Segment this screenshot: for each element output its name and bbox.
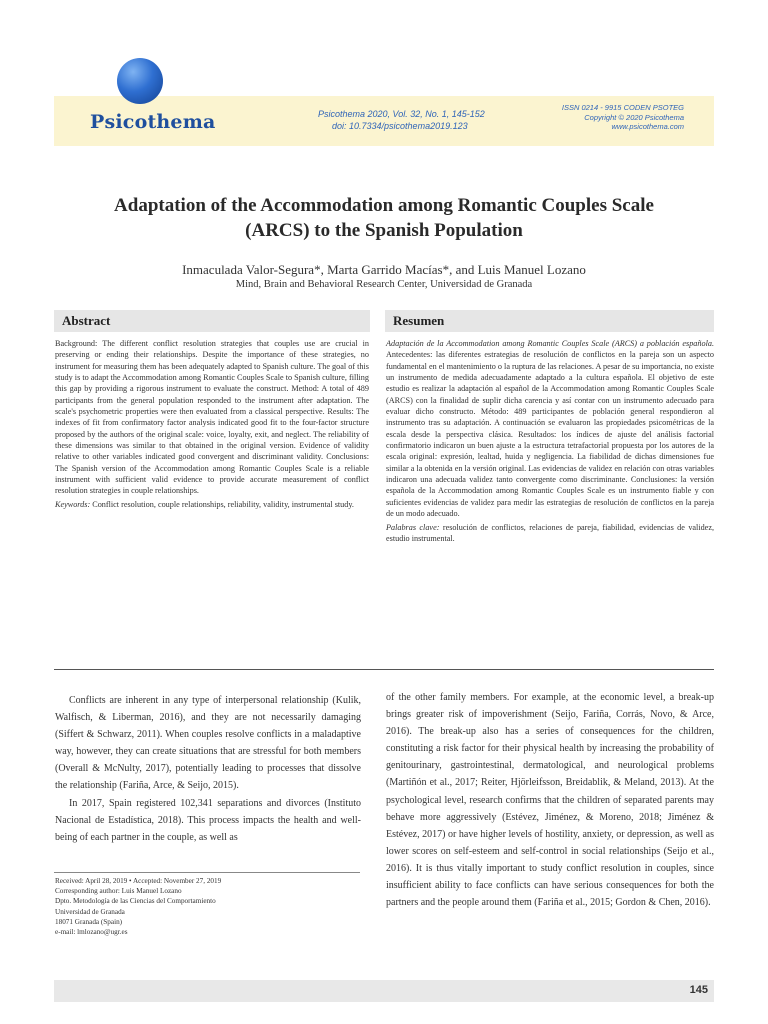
doi-line: doi: 10.7334/psicothema2019.123 (332, 121, 468, 131)
journal-logo-text: Psicothema (90, 111, 216, 133)
issn-line: ISSN 0214 - 9915 CODEN PSOTEG (561, 103, 684, 112)
footnote-block (55, 876, 361, 937)
university: Universidad de Granada (55, 907, 125, 916)
journal-citation (318, 108, 485, 132)
affiliation: Mind, Brain and Behavioral Research Center, Universidad de Granada (235, 279, 533, 290)
resumen-text-block (386, 338, 714, 520)
resumen-heading: Resumen (393, 313, 445, 328)
body-paragraph: of the other family members. For example, at the economic level, a break-up brings greater risk of impoverishment (Seijo, Fariña, Corrás, Novo, & Arce, 2016). The break-up also has a series of consequences for the children, constituting a risk factor for their physical health by increasing the probability of genitourinary, gastrointestinal, dermatological, and neurological problems (Martiñón et al., 2017; Reiter, Hjörleifsson, Breidablik, & Meland, 2013). At the psychological level, research confirms that the children of separated parents may behave more aggressively (Estévez, Jiménez, & Moreno, 2018; Jiménez & Estévez, 2017) or have higher levels of hostility, anxiety, or depression, as well as lower scores on self-esteem and self-control in social relationships (Seijo et al., 2016). It is thus vitally important to study conflict resolution in couples, since insufficient ability to face conflicts can have serious consequences for both the partners and the people around them (Fariña et al., 2015; Gordon & Chen, 2016). (386, 692, 714, 909)
city: 18071 Granada (Spain) (55, 917, 123, 926)
resumen-keywords (386, 522, 714, 545)
resumen-title-italic: Adaptación de la Accommodation among Romantic Couples Scale (ARCS) a población española. (386, 339, 714, 348)
abstract-body (55, 338, 369, 510)
author-list: Inmaculada Valor-Segura*, Marta Garrido Macías*, and Luis Manuel Lozano (182, 262, 586, 277)
journal-issn-block (562, 103, 684, 132)
keywords-text: Conflict resolution, couple relationships, reliability, validity, instrumental study. (92, 499, 354, 509)
abstract-heading-bar (54, 310, 370, 332)
palabras-clave-text: resolución de conflictos, relaciones de pareja, fiabilidad, evidencias de validez, estudio instrumental. (386, 522, 714, 543)
department: Dpto. Metodología de las Ciencias del Comportamiento (55, 897, 216, 906)
title-line-2: (ARCS) to the Spanish Population (245, 220, 523, 241)
footer-band (54, 980, 714, 1002)
abstract-text: Background: The different conflict resolution strategies that couples use are crucial in preserving or ending their relationships. Despite the importance of these strategies, no instrument for measuring them has been adequately adapted to Spanish culture. The goal of this study is to adapt the Accommodation among Romantic Couples Scale to Spanish culture, filling this gap by providing a rigorous instrument to evaluate the construct. Method: A total of 489 participants from the general population responded to the instrument after adaptation. The scale's psychometric properties were then evaluated from a classical perspective. Results: The indexes of fit from confirmatory factor analysis indicated good fit to the four-factor structure proposed by the authors of the original scale: voice, loyalty, exit, and neglect. The reliability of these dimensions was similar to that obtained in the original version. Evidence of validity relative to other variables indicated good convergent and discriminant validity. Conclusions: The Spanish version of the Accommodation among Romantic Couples Scale is a reliable instrument with sufficient valid evidence to provide accurate measurement of conflict resolution strategies in couple relationships. (55, 339, 369, 496)
copyright-line: Copyright © 2020 Psicothema (584, 112, 684, 122)
title-line-1: Adaptation of the Accommodation among Romantic Couples Scale (114, 195, 654, 216)
section-divider (54, 669, 714, 670)
journal-volume-line: Psicothema 2020, Vol. 32, No. 1, 145-152 (318, 109, 485, 119)
article-title (60, 193, 708, 243)
website-line: www.psicothema.com (611, 122, 684, 131)
page-number: 145 (689, 984, 708, 996)
palabras-clave-label: Palabras clave: (386, 522, 440, 532)
keywords-label: Keywords: (55, 499, 91, 509)
psicothema-logo-icon (117, 58, 163, 104)
body-paragraph: Conflicts are inherent in any type of interpersonal relationship (Kulik, Walfisch, & Liberman, 2016), and they are not necessarily damaging (Siffert & Schwarz, 2011). When couples resolve conflicts in a maladaptive way, however, they can create situations that are stressful for both members (Overall & McNulty, 2017), potentially leading to processes that dissolve the relationship (Fariña, Arce, & Seijo, 2015). (55, 695, 361, 792)
body-column-right (386, 689, 714, 911)
footnote-divider (54, 872, 360, 873)
corresponding-author: Corresponding author: Luis Manuel Lozano (55, 887, 182, 896)
body-column-left (55, 692, 361, 846)
abstract-heading: Abstract (62, 313, 111, 328)
resumen-body (386, 338, 714, 544)
received-dates: Received: April 28, 2019 • Accepted: November 27, 2019 (55, 877, 222, 885)
body-paragraph: In 2017, Spain registered 102,341 separations and divorces (Instituto Nacional de Estadística, 2018). This process impacts the health and well-being of each partner in the couple, as well as (55, 797, 361, 843)
resumen-heading-bar (385, 310, 714, 332)
abstract-keywords (55, 499, 369, 510)
resumen-text: Antecedentes: las diferentes estrategias de resolución de conflictos en la pareja son un aspecto fundamental en el mantenimiento o la ruptura de las relaciones. A pesar de su importancia, no existe un instrumento de medida adecuadamente adaptado a la cultura española. El objetivo de este estudio es realizar la adaptación al español de la Accommodation among Romantic Couples Scale (ARCS) con la finalidad de suplir dicha carencia y así contar con un instrumento adecuado para evaluar dicho constructo. Método: 489 participantes de población general respondieron al instrumento tras su adaptación. A continuación se evaluaron las propiedades psicométricas de la escala desde la perspectiva clásica. Resultados: los índices de ajuste del análisis factorial confirmatorio indicaron un buen ajuste a la estructura tetrafactorial propuesta por los autores de la escala original: expresión, lealtad, huida y negligencia. La fiabilidad de dichas dimensiones fue similar a la obtenida en la versión original. Las evidencias de validez en relación con otras variables indicaron una adecuada validez tanto convergente como discriminante. Conclusiones: la versión española de la Accommodation among Romantic Couples Scale es un instrumento fiable y con suficientes evidencias de validez para medir las estrategias de resolución de conflictos en la pareja de un modo adecuado. (386, 350, 714, 519)
email: e-mail: lmlozano@ugr.es (55, 928, 128, 937)
